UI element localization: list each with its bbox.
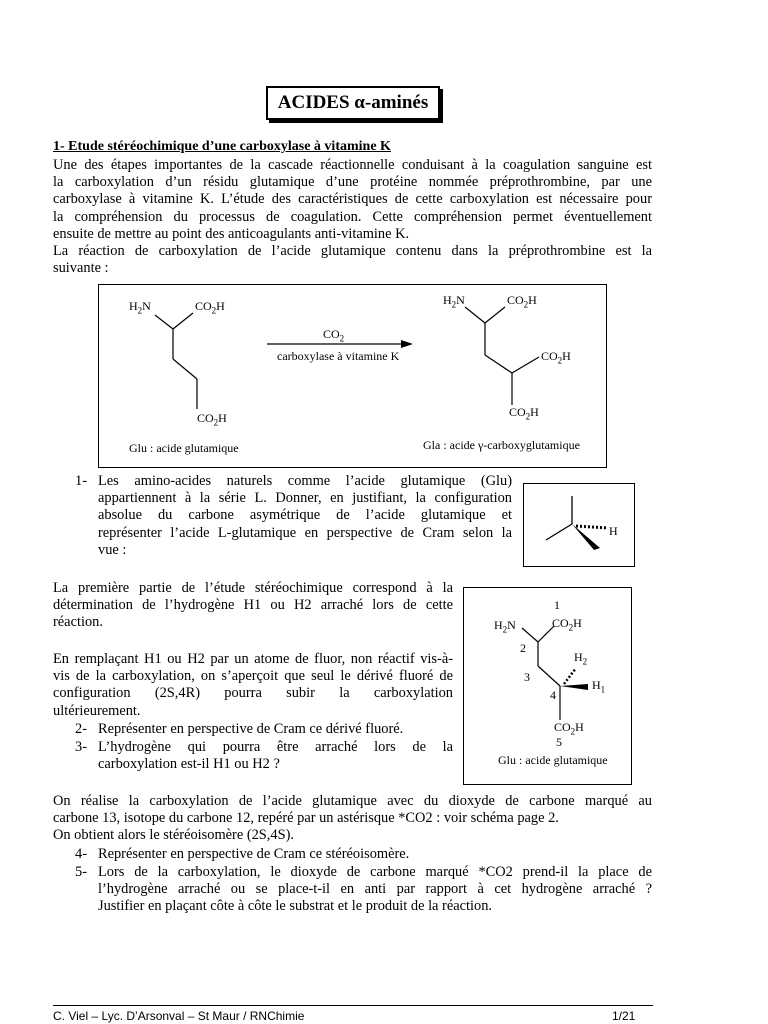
h2-label: $H_2$ — [574, 650, 588, 667]
carbon-number-2: 2 — [520, 641, 526, 655]
text-line: représenter l’acide L-glutamique en perspective de Cram selon la — [98, 524, 512, 541]
intro-paragraph — [53, 157, 652, 277]
glu-side-carboxyl-label: $CO_2H$ — [554, 720, 584, 737]
text-line: l’hydrogène arraché ou se place-t-il en anti par rapport à cet hydrogène arraché ? — [98, 881, 652, 898]
gla-caption: Gla : acide γ-carboxyglutamique — [423, 438, 580, 452]
text-line: On obtient alors le stéréoisomère (2S,4S). — [53, 827, 294, 844]
question-number: 5- — [75, 864, 87, 880]
question-3 — [53, 739, 453, 775]
page-title: ACIDES α-aminés — [266, 86, 440, 120]
text-line: L’hydrogène qui pourra être arraché lors de la — [98, 739, 453, 755]
gla-gamma-carboxyl-label: $CO_2H$ — [541, 349, 571, 366]
carbon-number-1: 1 — [554, 598, 560, 612]
carbon-number-3: 3 — [524, 670, 530, 684]
question-text — [98, 739, 453, 773]
text-line: En remplaçant H1 ou H2 par un atome de fluor, non réactif vis-à- — [53, 651, 453, 667]
text-line: La réaction de carboxylation de l’acide glutamique contenu dans la préprothrombine est la — [53, 242, 652, 259]
question-4 — [53, 846, 652, 864]
text-line: carboxylation est-il H1 ou H2 ? — [98, 756, 280, 773]
fluor-paragraph — [53, 651, 453, 720]
gla-carboxyl-label: $CO_2H$ — [507, 293, 537, 310]
h1-label: $H_1$ — [592, 678, 606, 695]
question-text: Représenter en perspective de Cram ce stéréoisomère. — [98, 846, 410, 862]
text-line: Les amino-acides naturels comme l’acide glutamique (Glu) — [98, 473, 512, 489]
question-2 — [53, 721, 453, 739]
glu-caption: Glu : acide glutamique — [129, 441, 239, 455]
text-line: absolue du carbone asymétrique de l’acide glutamique et — [98, 507, 512, 524]
text-line: La première partie de l’étude stéréochimique correspond à la — [53, 580, 453, 596]
question-text — [98, 473, 512, 559]
carbon-number-4: 4 — [550, 688, 556, 702]
footer-divider — [53, 1005, 653, 1006]
carbon-number-5: 5 — [556, 735, 562, 749]
glu-numbered-box — [463, 587, 632, 785]
question-text — [98, 864, 652, 916]
labelling-paragraph — [53, 793, 652, 845]
enzyme-label: carboxylase à vitamine K — [277, 349, 400, 363]
cram-view-box — [523, 483, 635, 567]
reagent-label: $CO_2$ — [323, 327, 345, 344]
glu-amine-label: $H_2N$ — [494, 618, 516, 635]
text-line: la carboxylation d’un résidu glutamique d’une protéine nommée préprothrombine, par une — [53, 174, 652, 191]
footer-page-number: 1/21 — [612, 1009, 636, 1023]
text-line: vis de la carboxylation, on s’aperçoit que seul le dérivé fluoré de — [53, 668, 453, 685]
footer-left: C. Viel – Lyc. D’Arsonval – St Maur / RNChimie — [53, 1009, 305, 1023]
question-number: 4- — [75, 846, 87, 862]
glu-side-carboxyl-label: $CO_2H$ — [197, 411, 227, 428]
text-line: réaction. — [53, 614, 103, 631]
glu-amine-label: $H_2N$ — [129, 299, 151, 316]
question-5 — [53, 864, 652, 918]
question-number: 2- — [75, 721, 87, 737]
text-line: la compréhension du processus de coagulation. Cette compréhension permet éventuellement — [53, 208, 652, 225]
text-line: carboxylase à vitamine K. L’étude des caractéristiques de cette carboxylation est nécessaire pour — [53, 191, 652, 208]
glu-numbered-caption: Glu : acide glutamique — [498, 753, 608, 767]
text-line: On réalise la carboxylation de l’acide glutamique avec du dioxyde de carbone marqué au — [53, 793, 652, 809]
text-line: carbone 13, isotope du carbone 12, repéré par un astérisque *CO2 : voir schéma page 2. — [53, 810, 559, 827]
text-line: configuration (2S,4R) pourra subir la carboxylation — [53, 685, 453, 702]
glu-carboxyl-label: $CO_2H$ — [195, 299, 225, 316]
part2-paragraph — [53, 580, 453, 632]
text-line: appartiennent à la série L. Donner, en justifiant, la configuration — [98, 490, 512, 507]
text-line: ultérieurement. — [53, 702, 141, 719]
gla-side-carboxyl-label: $CO_2H$ — [509, 405, 539, 422]
gla-amine-label: $H_2N$ — [443, 293, 465, 310]
text-line: suivante : — [53, 260, 109, 277]
text-line: ensuite de mettre au point des anticoagulants anti-vitamine K. — [53, 225, 410, 242]
text-line: Justifier en plaçant côte à côte le substrat et le produit de la réaction. — [98, 898, 492, 915]
question-number: 3- — [75, 739, 87, 755]
text-line: vue : — [98, 541, 127, 558]
text-line: détermination de l’hydrogène H1 ou H2 arraché lors de cette — [53, 597, 453, 614]
reaction-scheme — [98, 284, 607, 468]
cram-h-label: H — [609, 524, 618, 538]
glu-carboxyl-label: $CO_2H$ — [552, 616, 582, 633]
text-line: Lors de la carboxylation, le dioxyde de carbone marqué *CO2 prend-il la place de — [98, 864, 652, 880]
text-line: Une des étapes importantes de la cascade réactionnelle conduisant à la coagulation sanguine est — [53, 157, 652, 173]
question-text: Représenter en perspective de Cram ce dérivé fluoré. — [98, 721, 404, 737]
question-number: 1- — [75, 473, 87, 489]
section-heading: 1- Etude stéréochimique d’une carboxylase à vitamine K — [53, 139, 391, 154]
